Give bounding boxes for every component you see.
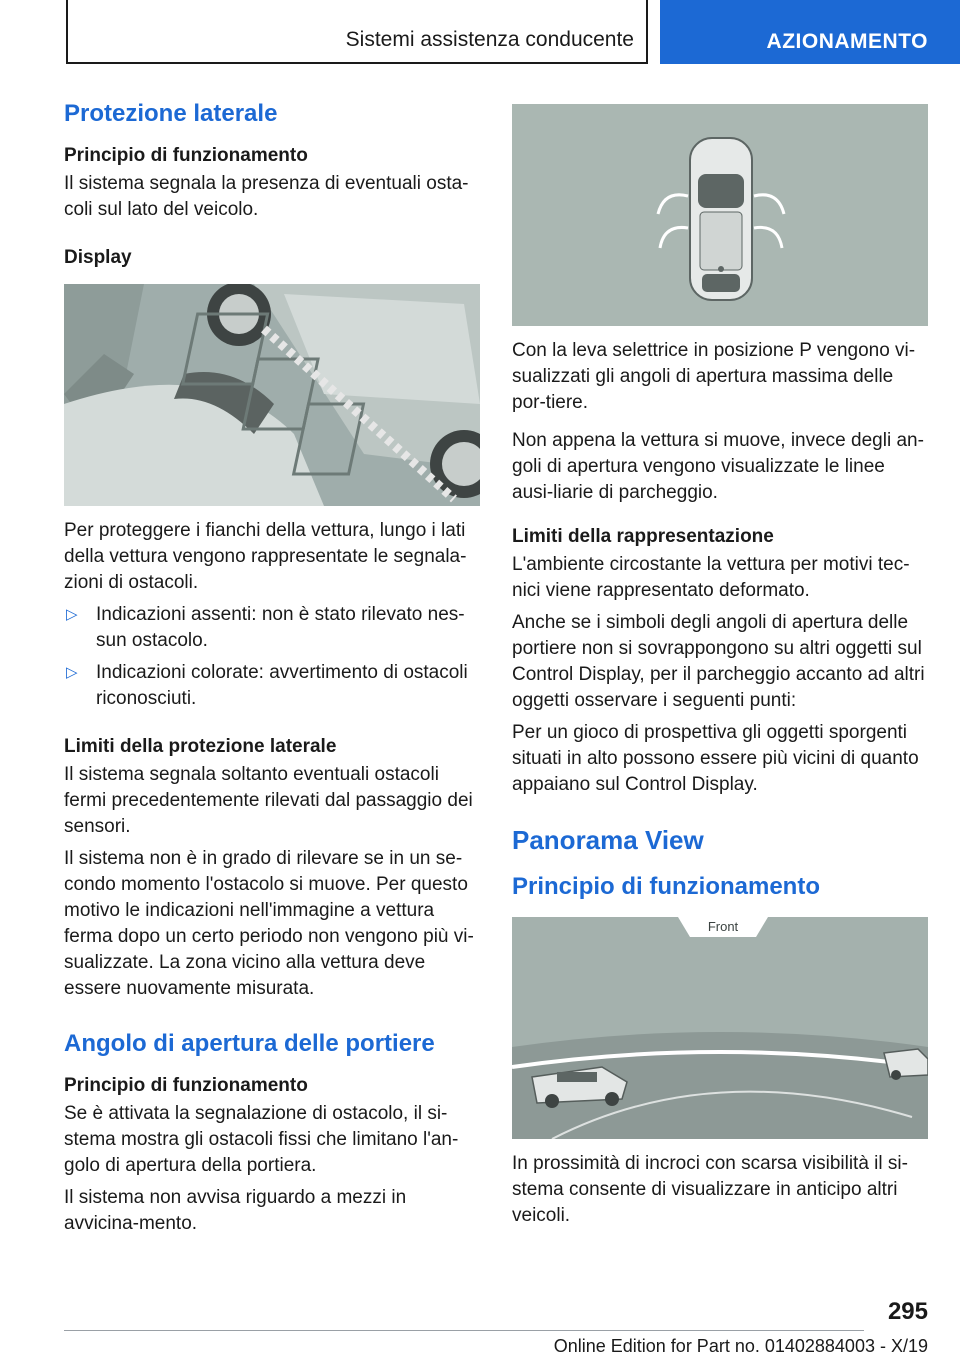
heading-display: Display xyxy=(64,246,132,268)
chapter-title: Sistemi assistenza conducente xyxy=(345,28,634,51)
text-repr-1: L'ambiente circostante la vettura per motivi tec-nici viene rappresentato deformato. xyxy=(512,553,910,601)
header-section-tab xyxy=(660,0,960,64)
header-chapter-box xyxy=(66,0,648,64)
panorama-view-figure xyxy=(512,917,928,1139)
list-item xyxy=(64,660,480,712)
page-number: 295 xyxy=(887,1298,928,1325)
text-repr-2: Anche se i simboli degli angoli di apertura delle portiere non si sovrappongono su altri oggetti sul Control Display, per il parcheggio accanto ad altri oggetti osservare i seguenti punti: xyxy=(512,611,925,711)
heading-door-angle: Angolo di apertura delle portiere xyxy=(64,1030,435,1058)
edition-footer: Online Edition for Part no. 01402884003 - X/19 xyxy=(553,1336,928,1356)
front-label: Front xyxy=(707,918,739,934)
left-column xyxy=(64,98,480,1237)
text-moving: Non appena la vettura si muove, invece degli an-goli di apertura vengono visualizzate le linee ausi-liarie di parcheggio. xyxy=(512,430,924,503)
right-column xyxy=(512,104,928,1229)
heading-panorama-view: Panorama View xyxy=(512,824,704,855)
lateral-protection-illustration xyxy=(64,284,480,506)
panorama-view-illustration xyxy=(512,917,928,1139)
text-limits-1: Il sistema segnala soltanto eventuali ostacoli fermi precedentemente rilevati dal passaggio dei sensori. xyxy=(64,764,473,838)
triangle-bullet-icon: ▷ xyxy=(66,606,78,624)
heading-principle-1: Principio di funzionamento xyxy=(64,145,308,167)
heading-limits-repr: Limiti della rappresentazione xyxy=(512,526,774,547)
door-angle-figure xyxy=(512,104,928,326)
text-panorama: In prossimità di incroci con scarsa visibilità il si-stema consente di visualizzare in anticipo altri veicoli. xyxy=(512,1152,908,1226)
heading-lateral-protection: Protezione laterale xyxy=(64,100,278,127)
text-display: Per proteggere i fianchi della vettura, lungo i lati della vettura vengono rappresentate le segnala-zioni di ostacoli. xyxy=(64,520,467,594)
heading-limits-lateral: Limiti della protezione laterale xyxy=(64,736,337,758)
triangle-bullet-icon: ▷ xyxy=(66,664,78,682)
text-principle-1: Il sistema segnala la presenza di eventuali osta-coli sul lato del veicolo. xyxy=(64,172,469,220)
section-title: AZIONAMENTO xyxy=(766,30,928,53)
text-door-2: Il sistema non avvisa riguardo a mezzi in avvicina-mento. xyxy=(64,1186,407,1234)
text-lever-p: Con la leva selettrice in posizione P vengono vi-sualizzati gli angoli di apertura massima delle por-tiere. xyxy=(512,340,916,413)
lateral-protection-figure xyxy=(64,284,480,506)
list-item xyxy=(64,602,480,654)
bullet-text: Indicazioni colorate: avvertimento di ostacoli riconosciuti. xyxy=(96,662,468,710)
heading-principle-2: Principio di funzionamento xyxy=(64,1075,308,1097)
text-limits-2: Il sistema non è in grado di rilevare se in un se-condo momento l'ostacolo si muove. Per questo motivo le indicazioni nell'immagine a vettura ferma dopo un certo periodo non vengono più vi-sualizzate. La zona vicino alla vettura deve essere nuovamente misurata. xyxy=(64,848,474,1000)
footer-divider xyxy=(64,1330,864,1331)
bullet-text: Indicazioni assenti: non è stato rilevato nes-sun ostacolo. xyxy=(96,604,465,652)
text-door-1: Se è attivata la segnalazione di ostacolo, il si-stema mostra gli ostacoli fissi che limitano l'an-golo di apertura della portiera. xyxy=(64,1102,459,1176)
text-repr-3: Per un gioco di prospettiva gli oggetti sporgenti situati in alto possono essere più vicini di quanto appaiano sul Control Display. xyxy=(512,721,919,795)
door-angle-illustration xyxy=(512,104,928,326)
heading-principle-3: Principio di funzionamento xyxy=(512,873,820,901)
